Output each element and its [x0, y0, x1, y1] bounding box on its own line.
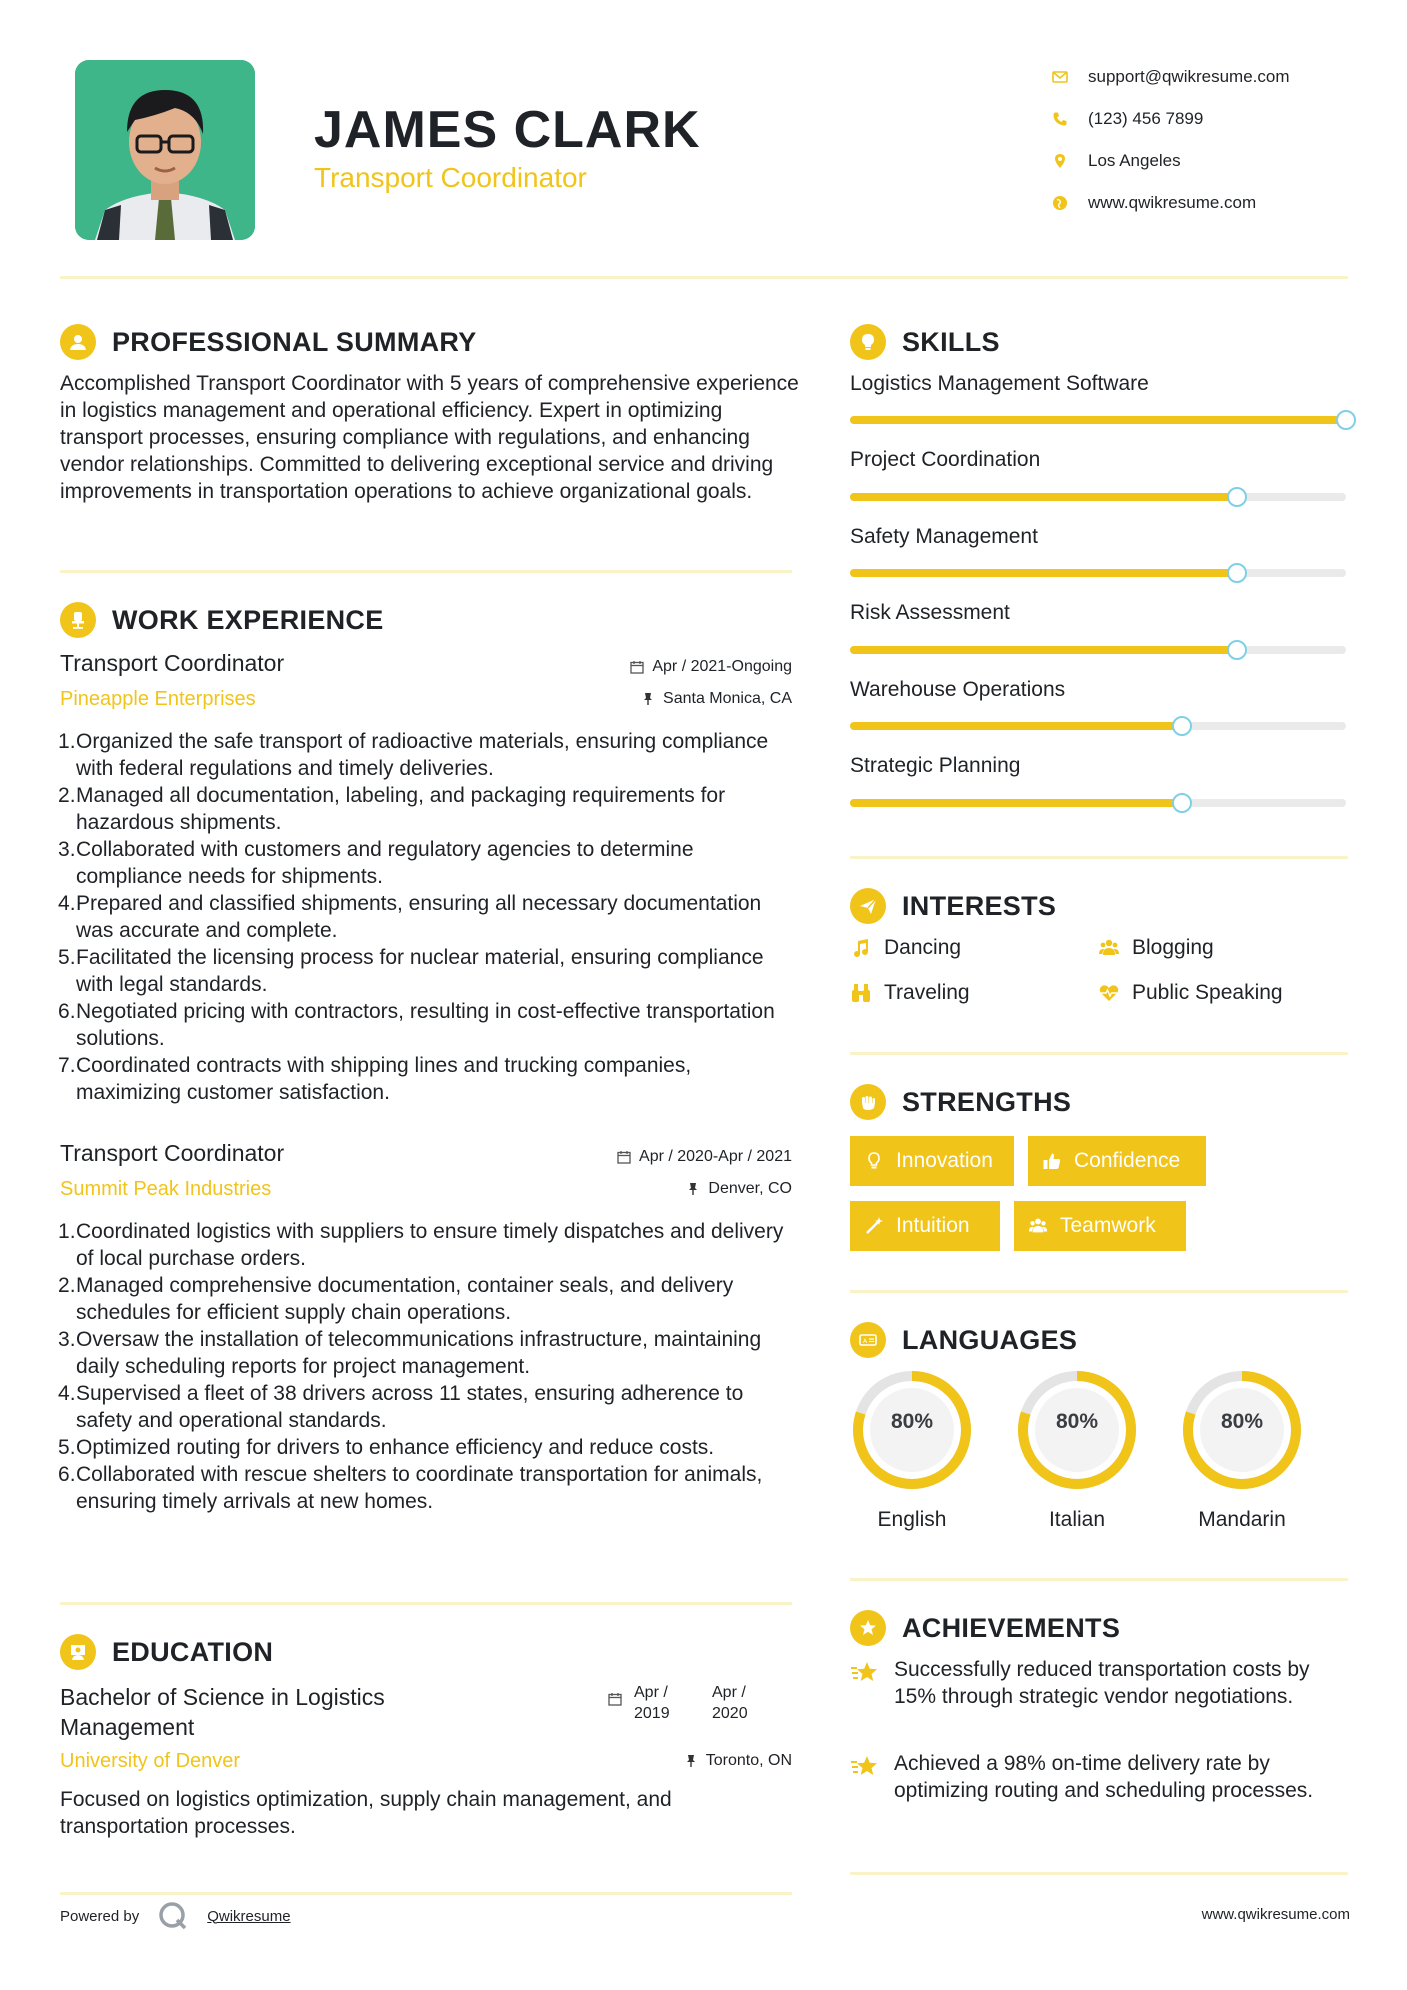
strength-tag-intuition: [850, 1201, 1000, 1251]
skill-bar-knob: [1336, 410, 1356, 430]
list-item: Organized the safe transport of radioactive materials, ensuring compliance with federal regulations and timely deliveries.: [76, 730, 769, 780]
job-1-title: Transport Coordinator: [60, 650, 285, 676]
star-badge-icon: [850, 1610, 886, 1646]
skill-bar: [850, 569, 1346, 577]
language-mandarin: [1180, 1368, 1304, 1532]
skill-label: Risk Assessment: [850, 601, 1010, 624]
strength-label: Teamwork: [1060, 1214, 1156, 1237]
strength-tag-confidence: [1028, 1136, 1206, 1186]
education-location: [480, 1752, 792, 1770]
interest-label: Public Speaking: [1132, 981, 1283, 1004]
candidate-name: JAMES CLARK: [314, 101, 701, 159]
languages-title: LANGUAGES: [902, 1324, 1078, 1355]
experience-heading: [60, 602, 384, 638]
summary-text: Accomplished Transport Coordinator with 5 years of comprehensive experience in logistics management and operational efficiency. Expert in optimizing transport processes, ensuring compliance with regulations, and enhancing vendor relationships. Committed to delivering exceptional service and driving improvements in transportation operations to achieve organizational goals.: [60, 372, 799, 503]
job-2-responsibilities: [58, 1218, 800, 1515]
skill-bar-fill: [850, 722, 1182, 730]
achievement-text: Achieved a 98% on-time delivery rate by optimizing routing and scheduling processes.: [894, 1752, 1314, 1802]
achievements-divider: [850, 1872, 1348, 1875]
job-1-dates: [480, 658, 792, 676]
interests-divider: [850, 1052, 1348, 1055]
skill-bar-fill: [850, 646, 1237, 654]
contact-email[interactable]: [1052, 56, 1352, 98]
user-icon: [60, 324, 96, 360]
skill-bar-knob: [1227, 487, 1247, 507]
language-card-icon: [850, 1322, 886, 1358]
heartbeat-icon: [1098, 982, 1120, 1004]
education-title: EDUCATION: [112, 1636, 274, 1667]
lightbulb-icon: [850, 324, 886, 360]
footer-url[interactable]: www.qwikresume.com: [1201, 1906, 1350, 1923]
list-item: Prepared and classified shipments, ensuring all necessary documentation was accurate and complete.: [76, 892, 762, 942]
education-description: Focused on logistics optimization, supply chain management, and transportation processes.: [60, 1788, 672, 1838]
interest-label: Blogging: [1132, 936, 1214, 959]
skill-label: Logistics Management Software: [850, 372, 1149, 395]
skills-title: SKILLS: [902, 326, 1000, 357]
interest-label: Traveling: [884, 981, 970, 1004]
language-percent: 80%: [890, 1410, 934, 1433]
achievements-heading: [850, 1610, 1120, 1646]
summary-title: PROFESSIONAL SUMMARY: [112, 326, 477, 357]
contact-phone-text: (123) 456 7899: [1088, 109, 1204, 128]
skill-bar-knob: [1172, 716, 1192, 736]
degree-title: Bachelor of Science in Logistics Management: [60, 1684, 385, 1740]
skill-bar-knob: [1227, 563, 1247, 583]
header-divider: [60, 276, 1348, 279]
skill-bar-knob: [1172, 793, 1192, 813]
achievement-item-1: [850, 1656, 1348, 1710]
job-2-title: Transport Coordinator: [60, 1140, 285, 1166]
achievements-title: ACHIEVEMENTS: [902, 1612, 1121, 1643]
contact-phone[interactable]: [1052, 98, 1352, 140]
skill-bar: [850, 416, 1346, 424]
experience-divider: [60, 1602, 792, 1605]
skill-bar-fill: [850, 569, 1237, 577]
job-2-location: [480, 1180, 792, 1198]
education-start-date: Apr / 2019: [634, 1684, 670, 1722]
list-item: Collaborated with customers and regulatory agencies to determine compliance needs for shipments.: [76, 838, 694, 888]
skill-bar-fill: [850, 493, 1237, 501]
language-english: [850, 1368, 974, 1532]
job-2-dates: [480, 1148, 792, 1166]
interest-traveling: [850, 981, 970, 1005]
contact-location: [1052, 140, 1352, 182]
strengths-heading: [850, 1084, 1071, 1120]
svg-text:A: A: [863, 1338, 868, 1345]
list-item: Facilitated the licensing process for nuclear material, ensuring compliance with legal standards.: [76, 946, 764, 996]
strengths-divider: [850, 1290, 1348, 1293]
summary-divider: [60, 570, 792, 573]
lightbulb-icon: [864, 1151, 884, 1171]
language-italian: [1015, 1368, 1139, 1532]
strength-tag-innovation: [850, 1136, 1014, 1186]
list-item: Managed comprehensive documentation, container seals, and delivery schedules for efficient supply chain operations.: [76, 1274, 734, 1324]
music-note-icon: [850, 937, 872, 959]
education-location-text: Toronto, ON: [705, 1752, 792, 1769]
job-1-company: Pineapple Enterprises: [60, 688, 256, 710]
location-icon: [1052, 153, 1088, 169]
magic-wand-icon: [864, 1216, 884, 1236]
list-item: Negotiated pricing with contractors, resulting in cost-effective transportation solutions.: [76, 1000, 775, 1050]
pin-icon: [684, 1754, 698, 1768]
job-1-location: [480, 690, 792, 708]
job-2-company: Summit Peak Industries: [60, 1178, 272, 1200]
education-divider: [60, 1892, 792, 1895]
qwikresume-logo-icon: [157, 1900, 189, 1932]
profile-photo: [75, 60, 255, 240]
contact-website-text: www.qwikresume.com: [1088, 193, 1257, 212]
strength-tag-teamwork: [1014, 1201, 1186, 1251]
interest-public-speaking: [1098, 981, 1283, 1005]
chair-icon: [60, 602, 96, 638]
achievement-item-2: [850, 1750, 1348, 1804]
job-1-dates-text: Apr / 2021-Ongoing: [652, 658, 792, 675]
skill-bar: [850, 799, 1346, 807]
skills-divider: [850, 856, 1348, 859]
skill-label: Strategic Planning: [850, 754, 1021, 777]
paper-plane-icon: [850, 888, 886, 924]
skill-label: Project Coordination: [850, 448, 1041, 471]
contact-location-text: Los Angeles: [1088, 151, 1181, 170]
skill-label: Warehouse Operations: [850, 678, 1066, 701]
job-1-responsibilities: [58, 728, 800, 1106]
list-item: Collaborated with rescue shelters to coordinate transportation for animals, ensuring timely arrivals at new homes.: [76, 1463, 763, 1513]
job-2-location-text: Denver, CO: [708, 1180, 792, 1197]
language-name: Italian: [1048, 1508, 1106, 1531]
skill-bar-knob: [1227, 640, 1247, 660]
binoculars-icon: [850, 982, 872, 1004]
language-name: Mandarin: [1198, 1508, 1286, 1531]
interests-title: INTERESTS: [902, 890, 1057, 921]
summary-heading: [60, 324, 477, 360]
interest-dancing: [850, 936, 961, 960]
interest-blogging: [1098, 936, 1214, 960]
interests-heading: [850, 888, 1056, 924]
experience-title: WORK EXPERIENCE: [112, 604, 384, 635]
language-name: English: [877, 1508, 947, 1531]
powered-by-label: Powered by: [60, 1907, 140, 1925]
strength-label: Innovation: [896, 1149, 993, 1172]
calendar-icon: [630, 660, 644, 674]
users-icon: [1028, 1216, 1048, 1236]
pin-icon: [641, 692, 655, 706]
language-percent: 80%: [1220, 1410, 1264, 1433]
education-end-date: Apr / 2020: [712, 1684, 748, 1722]
list-item: Supervised a fleet of 38 drivers across 11 states, ensuring adherence to safety and operational standards.: [76, 1382, 744, 1432]
skill-bar: [850, 722, 1346, 730]
contact-list: [1052, 56, 1352, 224]
footer-powered-by: [60, 1900, 291, 1932]
list-item: Optimized routing for drivers to enhance efficiency and reduce costs.: [76, 1436, 715, 1459]
fist-icon: [850, 1084, 886, 1120]
contact-email-text: support@qwikresume.com: [1088, 67, 1290, 86]
education-heading: [60, 1634, 273, 1670]
qwikresume-link[interactable]: Qwikresume: [207, 1907, 291, 1925]
strengths-title: STRENGTHS: [902, 1086, 1072, 1117]
skill-bar: [850, 493, 1346, 501]
strength-label: Confidence: [1074, 1149, 1181, 1172]
pin-icon: [686, 1182, 700, 1196]
achievement-text: Successfully reduced transportation costs by 15% through strategic vendor negotiations.: [894, 1658, 1310, 1708]
candidate-title: Transport Coordinator: [314, 162, 587, 193]
skill-label: Safety Management: [850, 525, 1038, 548]
strength-label: Intuition: [896, 1214, 970, 1237]
list-item: Coordinated logistics with suppliers to ensure timely dispatches and delivery of local purchase orders.: [76, 1220, 784, 1270]
star-icon: [850, 1752, 880, 1782]
list-item: Managed all documentation, labeling, and packaging requirements for hazardous shipments.: [76, 784, 726, 834]
skill-bar-fill: [850, 799, 1182, 807]
job-1-location-text: Santa Monica, CA: [663, 690, 792, 707]
email-icon: [1052, 69, 1088, 85]
contact-website[interactable]: [1052, 182, 1352, 224]
graduate-icon: [60, 1634, 96, 1670]
skill-bar: [850, 646, 1346, 654]
globe-icon: [1052, 195, 1088, 211]
users-icon: [1098, 937, 1120, 959]
languages-divider: [850, 1578, 1348, 1581]
language-percent: 80%: [1055, 1410, 1099, 1433]
skills-heading: [850, 324, 1000, 360]
job-2-dates-text: Apr / 2020-Apr / 2021: [639, 1148, 792, 1165]
calendar-icon: [608, 1692, 622, 1706]
phone-icon: [1052, 111, 1088, 127]
star-icon: [850, 1658, 880, 1688]
calendar-icon: [617, 1150, 631, 1164]
list-item: Coordinated contracts with shipping lines and trucking companies, maximizing customer satisfaction.: [76, 1054, 692, 1104]
thumbs-up-icon: [1042, 1151, 1062, 1171]
languages-heading: [850, 1322, 1077, 1358]
list-item: Oversaw the installation of telecommunications infrastructure, maintaining daily scheduling reports for project management.: [76, 1328, 762, 1378]
school-name: University of Denver: [60, 1750, 241, 1772]
interest-label: Dancing: [884, 936, 962, 959]
skill-bar-fill: [850, 416, 1346, 424]
